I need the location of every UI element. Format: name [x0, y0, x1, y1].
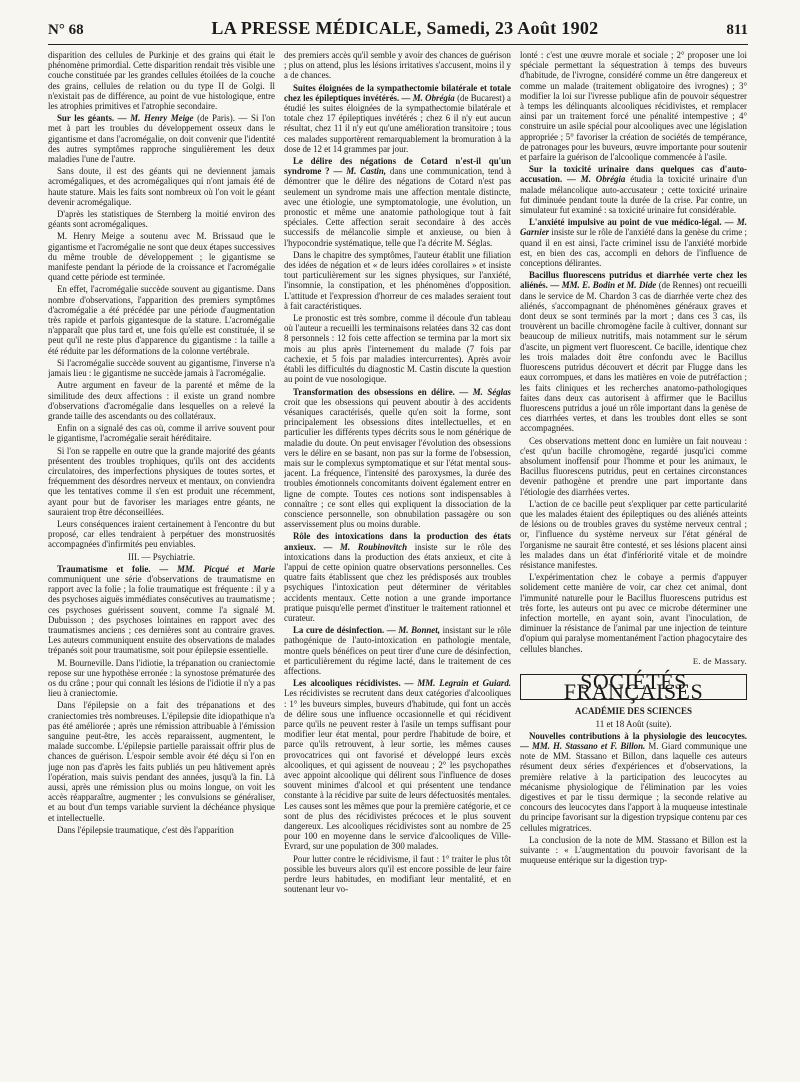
article-leucocytes	[520, 731, 747, 833]
article-heading: Sur la toxicité urinaire dans quelques cas d'auto-accusation.	[520, 164, 747, 185]
article-heading: Transformation des obsessions en délire.	[293, 386, 455, 397]
article-sympathectomy	[284, 83, 511, 154]
paragraph: La conclusion de la note de MM. Stassano et Billon est la suivante : « L'augmentation du pouvoir favorisant de la muqueuse entérique sur la digestion tryp-	[520, 834, 747, 866]
article-author: — M. Castin,	[333, 166, 387, 177]
article-text: croit que les obsessions qui peuvent aboutir à des accidents vésaniques caractérisés, quelle qu'en soit la forme, sont principalement les obsessions dites intellectuelles, et en particulier les différents types décrits sous le nom générique de maladie du doute. On peut envisager l'évolution des obsessions vers le délire en se basant, non pas sur la forme de l'obsession, mais sur le complexus symptomatique et sur l'état mental sous-jacent. La fréquence, l'intensité des paroxysmes, la durée des troubles émotionnels concomitants doivent également entrer en ligne de compte. Toutes ces notions sont indispensables à connaître ; ce sont elles qui expliquent la dissociation de la conscience personnelle, son obnubilation passagère ou son asservissement plus ou moins durable.	[284, 396, 511, 530]
article-heading: Nouvelles contributions à la physiologie des leucocytes.	[529, 730, 747, 741]
paragraph: Dans le chapitre des symptômes, l'auteur établit une filiation des idées de négation et « de leurs idées corollaires » et insiste tout particulièrement sur les signes physiques, sur l'anxiété, l'insomnie, la constipation, et les phénomènes d'opposition. L'attitude et l'expression d'horreur de ces malades seraient tout à fait caractéristiques.	[284, 249, 511, 311]
paragraph: L'action de ce bacille peut s'expliquer par cette particularité que les malades étaient des épileptiques ou des aliénés atteints de lésions ou de troubles graves du système nerveux central ; or, l'influence du système nerveux sur l'état général de l'organisme ne saurait être contesté, et ses lésions placent ainsi les malades dans un état d'infériorité vitale et de moindre résistance manifestes.	[520, 498, 747, 570]
article-text: (de Paris). — Si l'on met à part les troubles du développement osseux dans le gigantisme et dans l'acromégalie, on doit convenir que l'identité des autres symptômes rapproche singulièrement les deux maladies l'une de l'autre.	[48, 113, 275, 165]
journal-title-line	[211, 18, 598, 39]
article-text: M. Giard communique une note de MM. Stassano et Billon, dans laquelle ces auteurs résument deux séries d'expériences et d'observations, la première relative à la participation des leucocytes au mécanisme physiologique de l'élimination par les voies digestives et par le tissu dermique ; la seconde relative au concours des leucocytes dans l'apport à la muqueuse intestinale du principe favorisant sur la digestion trypsique contenu par ces cellules migratrices.	[520, 741, 747, 833]
article-author: — M. Garnier	[520, 217, 747, 238]
paragraph: M. Henry Meige a soutenu avec M. Brissaud que le gigantisme et l'acromégalie ne sont que deux étapes successives du même trouble de développement ; le gigantisme se manifeste pendant la période de la croissance et l'acromégalie quand cette période est terminée.	[48, 231, 275, 283]
paragraph: Dans l'épilepsie traumatique, c'est dès l'apparition	[57, 824, 234, 835]
article-author: — M. Henry Meige	[117, 113, 194, 124]
article-author: — M. Obrégia	[567, 174, 626, 185]
article-heading: Le délire des négations de Cotard n'est-il qu'un syndrome ?	[284, 156, 511, 177]
academy-title: ACADÉMIE DES SCIENCES	[574, 706, 693, 717]
paragraph: des premiers accès qu'il semble y avoir des chances de guérison ; plus on attend, plus les lésions irritatives s'accusent, moins il y a de chances.	[284, 50, 511, 81]
article-bacillus	[520, 270, 747, 433]
paragraph: Autre argument en faveur de la parenté et même de la similitude des deux affections : il existe un grand nombre d'observations d'acromégalie dans lesquelles on a relevé la grande taille des ascendants ou des collatéraux.	[48, 380, 275, 421]
article-trauma	[48, 564, 275, 656]
paragraph: D'après les statistiques de Sternberg la moitié environ des géants sont acromégaliques.	[48, 209, 275, 230]
article-author: — M. Bonnet,	[386, 625, 440, 636]
article-author: — MM. Legrain et Guiard.	[404, 678, 511, 689]
article-text: insistant sur le rôle pathogénique de l'auto-intoxication en pathologie mentale, montre quels bénéfices on peut tirer d'une cure de désinfection, et particulièrement du régime lacté, dans le traitement de ces affections.	[284, 625, 511, 676]
paragraph: En effet, l'acromégalie succède souvent au gigantisme. Dans nombre d'observations, l'apparition des premiers symptômes d'acromégalie a été précédée par une période d'augmentation très rapide et parfois gigantesque de la stature. L'acromégalie n'apparaît que plus tard et, une fois qu'elle est constituée, il se peut qu'il ne reste plus d'apparence du gigantisme : la taille a été réduite par les déformations de la colonne vertébrale.	[48, 284, 275, 356]
column-2	[284, 50, 511, 1076]
section-banner: SOCIÉTÉS FRANÇAISES	[520, 674, 747, 700]
article-anxiety	[520, 217, 747, 268]
paragraph: L'expérimentation chez le cobaye a permis d'appuyer solidement cette manière de voir, car chez cet animal, dont l'immunité naturelle pour le Bacillus fluorescens putridus est très forte, les auteurs ont pu avec ce microbe déterminer une infection mortelle, en ayant soin, avant l'inoculation, de diminuer la résistance de l'animal par une injection de teinture d'opium qui paralyse momentanément l'action phagocytaire des cellules blanches.	[520, 572, 747, 654]
paragraph: lonté : c'est une œuvre morale et sociale ; 2° proposer une loi spéciale permettant la séquestration à temps des buveurs d'habitude, de l'ivrogne, considéré comme un être dangereux et comme un malade (traitement obligatoire des ivrognes) ; 3° modifier la loi sur l'ivresse publique afin de pouvoir séquestrer à temps les délinquants alcooliques récidivistes, et remplacer ainsi par un traitement forcé une pénalité intempestive ; 4° construire un asile spécial pour alcooliques avec une législation appropriée ; 5° favoriser la création de sociétés de tempérance, de patronages pour les buveurs, œuvre importante pour soutenir et parfaire la guérison de l'alcoolique commencée à l'asile.	[520, 50, 747, 163]
paragraph: M. Bourneville. Dans l'idiotie, la trépanation ou craniectomie repose sur une hypothèse erronée : la synostose prématurée des os du crâne ; pour qui connaît les lésions de l'idiotie il n'y a pas lieu à craniectomie.	[48, 657, 275, 699]
article-intoxications	[284, 531, 511, 623]
paragraph: disparition des cellules de Purkinje et des grains qui était le phénomène primordial. Cette disparition rendait très visible une couche constituée par les grandes cellules étoilées de la couche des grains, cellules de relation ou du type II de Golgi. Il n'existait pas de différence, au point de vue histologique, entre les atrophies primitives et l'atrophie secondaire.	[48, 50, 275, 112]
article-alcoholics	[284, 678, 511, 851]
issue-date: Samedi, 23 Août 1902	[426, 18, 599, 38]
article-author: — MM. Picqué et Marie	[159, 563, 275, 574]
article-cotard	[284, 156, 511, 248]
article-author: — MM. H. Stassano et F. Billon.	[520, 741, 646, 751]
paragraph: Le pronostic est très sombre, comme il découle d'un tableau où l'auteur a recueilli les terminaisons relatées dans 32 cas dont 8 personnels : 12 fois cette affection se termina par la mort six mois au plus après l'internement du malade (7 fois par cachexie, et 5 fois par maladies intercurrentes). Après avoir établi les difficultés du diagnostic M. Castin discute la question au point de vue nosologique.	[284, 313, 511, 385]
article-author: — M. Obrégia	[401, 92, 455, 103]
paragraph: Pour lutter contre le récidivisme, il faut : 1° traiter le plus tôt possible les buveurs alors qu'il est encore possible de leur faire perdre leurs habitudes, en modifiant leur mentalité, et en soutenant leur vo-	[284, 853, 511, 895]
session-date: 11 et 18 Août (suite).	[595, 718, 672, 729]
article-urinary-toxicity	[520, 164, 747, 215]
article-heading: Suites éloignées de la sympathectomie bilatérale et totale chez les épileptiques invétérés.	[284, 82, 511, 103]
article-heading: L'anxiété impulsive au point de vue médico-légal.	[529, 217, 722, 228]
article-author: — M. Roubinovitch	[323, 541, 408, 552]
columns	[48, 50, 748, 1076]
column-3	[520, 50, 747, 1076]
article-text: (de Rennes) ont recueilli dans le service de M. Chardon 3 cas de diarrhée verte chez des aliénés, s'accompagnant de phénomènes généraux graves et dont deux se sont terminés par la mort ; dans ces 3 cas, ils trouvèrent un bacille chromogène facile à cultiver, donnant sur beaucoup de milieux nutritifs, mais notamment sur le sérum d'ascite, un pigment vert fluorescent. Ce bacille, identique chez les trois malades doit être confondu avec le Bacillus fluorescens putridus découvert et décrit par Flugge dans les eaux corrompues, et dans les matières en voie de putréfaction ; les faits cliniques et les recherches anatomo-pathologiques faites dans deux cas autorisent à affirmer que le Bacillus fluorescens putridus a joué un rôle important dans la genèse de ces diarrhées vertes, et dans les troubles dont elles se sont accompagnées.	[520, 280, 747, 434]
article-heading: Traumatisme et folie.	[57, 563, 151, 574]
article-heading: Les alcooliques récidivistes.	[293, 678, 401, 689]
article-obsessions	[284, 387, 511, 530]
page-number: 811	[726, 22, 748, 38]
author-signature: E. de Massary.	[692, 655, 747, 666]
article-text: insiste sur le rôle des intoxications dans la production des états anxieux, et cite à l'appui de cette opinion quatre observations personnelles. Ces quatre faits établissent que chez les prédisposés aux troubles psychiques l'intoxication peut déterminer de véritables accidents mentaux. Cette notion a une grande importance pratique puisqu'elle permet d'instituer le traitement rationnel et curateur.	[284, 541, 511, 623]
article-text: insiste sur le rôle de l'anxiété dans la genèse du crime ; quand il en est ainsi, l'acte criminel issu de l'anxiété morbide est, en bien des cas, accompli en dehors de l'influence de conceptions délirantes.	[520, 227, 747, 269]
paragraph: Ces observations mettent donc en lumière un fait nouveau : c'est qu'un bacille chromogène, regardé jusqu'ici comme absolument inoffensif pour l'homme et pour les animaux, le Bacillus fluorescens putridus, peut en certaines circonstances devenir pathogène et prendre une part importante dans l'étiologie des diarrhées vertes.	[520, 435, 747, 497]
article-text: dans une communication, tend à démontrer que le délire des négations de Cotard n'est pas seulement un syndrome mais une affection mentale distincte, avec une étiologie, une symptomatologie, une évolution, un pronostic et même une anatomie pathologique tout à fait spéciales. Cette affection serait secondaire à des accès successifs de mélancolie simple et anxieuse, ou bien à l'hypocondrie systématique, telle que l'a décrite M. Séglas.	[284, 166, 511, 248]
issue-number: N° 68	[48, 22, 84, 38]
header-rule	[48, 44, 748, 45]
article-text: Les récidivistes se recrutent dans deux catégories d'alcooliques : 1° les buveurs simples, buveurs d'habitude, qui font un accès de délire sous une influence occasionnelle et qui récidivent parce qu'ils ne peuvent rester à l'asile un temps suffisant pour modifier leur état mental, pour perdre l'habitude de boire, et parce qu'ils retrouvent, à leur sortie, les mêmes causes provocatrices qui ont favorisé et développé leurs excès alcooliques, et qui agissent de nouveau ; 2° les psychopathes avec appoint alcoolique qui délirent sous l'influence de doses souvent minimes d'alcool et qui présentent une tendance constante à la récidive par suite de leurs défectuosités mentales. Les causes sont les mêmes que pour la première catégorie, et ce sont de plus des récidivistes précoces et le plus souvent dangereux. Les alcooliques récidivistes sont au nombre de 25 pour 100 en moyenne dans le service d'alcooliques de Ville-Evrard, sur une population de 300 malades.	[284, 688, 511, 852]
paragraph: Leurs conséquences iraient certainement à l'encontre du but proposé, car elles tendraient à perpétuer des monstruosités accompagnées d'infirmités peu enviables.	[48, 518, 275, 550]
article-text: (de Bucarest) a étudié les suites éloignées de la sympathectomie bilatérale et totale chez 17 épileptiques invétérés ; chez 6 il n'y eut aucun résultat, chez 11 il n'y eut qu'une amélioration transitoire ; tous ces malades supportèrent remarquablement la bromuration à la dose de 12 et 14 grammes par jour.	[284, 92, 511, 154]
paragraph: Enfin on a signalé des cas où, comme il arrive souvent pour le gigantisme, l'acromégalie serait héréditaire.	[48, 423, 275, 444]
article-heading: Rôle des intoxications dans la production des états anxieux.	[284, 531, 511, 552]
paragraph: Dans l'épilepsie on a fait des trépanations et des craniectomies très nombreuses. L'épilepsie dite idiopathique n'a pas été améliorée ; après une rémission attribuable à l'émission sanguine peut-être, les accès reparaissent, augmentent, le malade succombe. L'épilepsie partielle paraissait offrir plus de chances de guérison. L'espoir semble avoir été déçu si l'on en juge non pas d'après les faits publiés un peu hâtivement après l'opération, mais suivis pendant des années, jusqu'à la fin. Là aussi, après une rémission plus ou moins longue, on voit les accès réapparaître, augmenter ; les convulsions se généraliser, et au bout d'un temps variable survient la déchéance physique et intellectuelle.	[48, 700, 275, 823]
journal-name: LA PRESSE MÉDICALE,	[211, 18, 422, 38]
article-author: — MM. E. Bodin et M. Dide	[550, 280, 657, 291]
column-1	[48, 50, 275, 1076]
masthead	[48, 18, 748, 44]
paragraph: Si l'on se rappelle en outre que la grande majorité des géants présentent des troubles trophiques, qu'ils ont des accidents circulatoires, des imperfections physiques de toutes sortes, et fréquemment des désordres nerveux et mentaux, on conviendra que les tentatives comme il s'en est produit une récemment, ayant pour but de favoriser les mariages entre géants, ne sauraient trop être déconseillées.	[48, 445, 275, 517]
article-heading: Sur les géants.	[57, 113, 115, 124]
article-heading: La cure de désinfection.	[293, 625, 385, 636]
article-text: étudia la toxicité urinaire d'un malade mélancolique auto-accusateur ; cette toxicité urinaire fut diminuée pendant toute la durée de la crise. Par contre, un simulateur fut examiné : sa toxicité urinaire fut considérable.	[520, 174, 747, 216]
article-giants	[48, 113, 275, 164]
article-disinfection	[284, 625, 511, 676]
article-heading: Bacillus fluorescens putridus et diarrhée verte chez les aliénés.	[520, 270, 747, 291]
paragraph: Si l'acromégalie succède souvent au gigantisme, l'inverse n'a jamais lieu : le gigantisme ne succède jamais à l'acromégalie.	[48, 357, 275, 379]
article-author: — M. Séglas	[459, 386, 511, 397]
article-text: communiquent une série d'observations de traumatisme en rapport avec la folie ; la folie traumatique est fréquente : il y a des psychoses aiguës immédiates consécutives au traumatisme ; ces psychoses guérissent souvent, comme l'a signalé M. Dubuisson ; des psychoses lointaines en rapport avec des traumatismes anciens ; ces dernières sont au contraire graves. Les auteurs communiquent ensuite des observations de malades trépanés soit pour traumatisme, soit pour épilepsie essentielle.	[48, 573, 275, 656]
paragraph: Sans doute, il est des géants qui ne deviennent jamais acromégaliques, et des acromégaliques qui n'ont jamais été de haute stature. Mais les faits sont nombreux où l'on voit le géant devenir acromégalique.	[48, 166, 275, 207]
section-title: III. — Psychiatrie.	[128, 551, 195, 562]
